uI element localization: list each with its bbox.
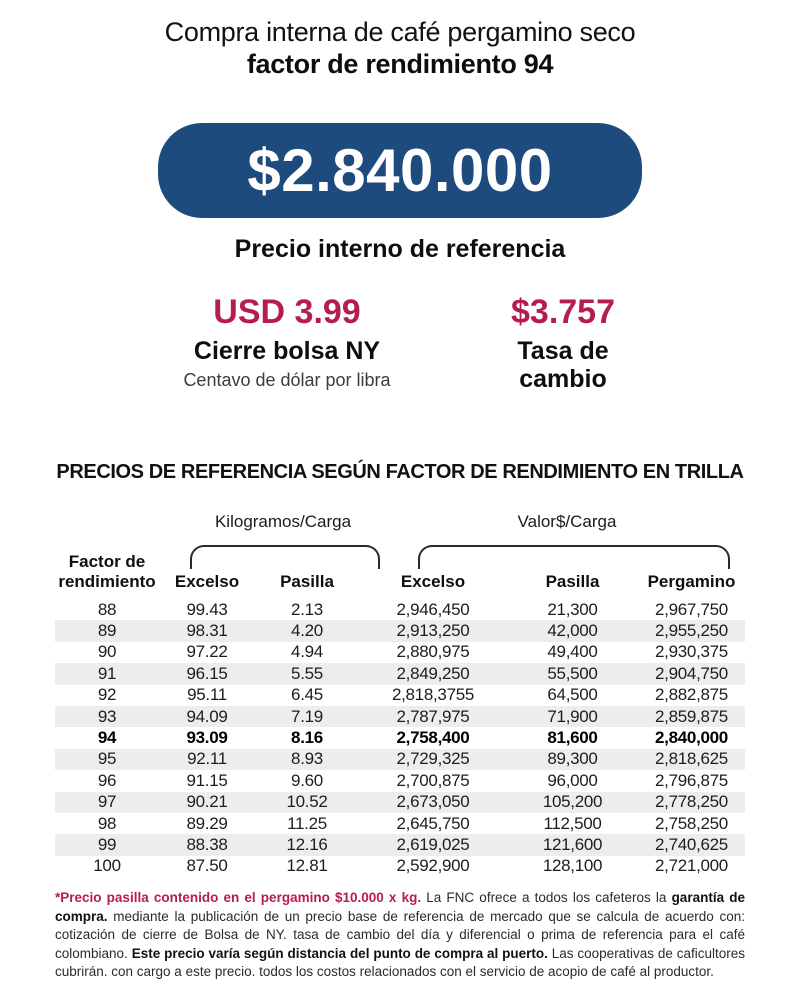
table-cell: 2,967,750 — [655, 599, 728, 619]
table-cell: 2,904,750 — [655, 663, 728, 683]
footnote-segment: *Precio pasilla contenido en el pergamino $10.000 x kg. — [55, 890, 422, 906]
table-cell: 96 — [97, 770, 117, 790]
table-row — [55, 770, 745, 791]
table-cell: 21,300 — [547, 599, 598, 619]
table-row — [55, 599, 745, 620]
table-cell: 92 — [97, 685, 117, 705]
table-cell: 2.13 — [291, 599, 323, 619]
table-cell: 2,729,325 — [396, 749, 470, 769]
table-cell: 2,859,875 — [655, 706, 728, 726]
table-cell: 98 — [97, 813, 117, 833]
table-cell: 89.29 — [186, 813, 228, 833]
table-cell: 89,300 — [547, 749, 598, 769]
table-cell: 99.43 — [186, 599, 228, 619]
table-cell: 95 — [97, 749, 117, 769]
page-title-line1: Compra interna de café pergamino seco — [164, 17, 636, 47]
column-header-pergamino: Pergamino — [647, 572, 736, 591]
table-cell: 2,849,250 — [396, 663, 470, 683]
table-cell: 2,955,250 — [655, 621, 728, 641]
table-cell: 2,796,875 — [655, 770, 728, 790]
table-cell: 128,100 — [542, 856, 603, 876]
table-cell: 96,000 — [547, 770, 598, 790]
table-cell: 93.09 — [186, 728, 228, 748]
table-cell: 11.25 — [287, 813, 327, 833]
table-cell: 2,758,250 — [655, 813, 728, 833]
table-cell: 2,592,900 — [396, 856, 470, 876]
column-header-pasilla-valor: Pasilla — [545, 572, 600, 591]
table-cell: 2,758,400 — [396, 728, 470, 748]
table-cell: 8.93 — [291, 749, 323, 769]
table-cell: 2,818,625 — [655, 749, 728, 769]
table-cell: 88 — [97, 599, 117, 619]
table-row — [55, 813, 745, 834]
table-cell: 2,946,450 — [396, 599, 470, 619]
column-header-excelso-valor: Excelso — [400, 572, 466, 591]
group-header-kilogramos: Kilogramos/Carga — [214, 512, 352, 531]
page-title — [0, 16, 800, 80]
table-cell: 2,673,050 — [396, 792, 470, 812]
table-cell: 2,645,750 — [396, 813, 470, 833]
table-cell: 2,818,3755 — [391, 685, 475, 705]
footnote-segment: La FNC ofrece a todos los cafeteros la — [421, 890, 672, 906]
table-cell: 2,740,625 — [655, 834, 728, 854]
table-cell: 42,000 — [547, 621, 598, 641]
reference-price-pill — [158, 123, 642, 218]
table-cell: 87.50 — [186, 856, 228, 876]
table-cell: 9.60 — [291, 770, 323, 790]
table-row — [55, 792, 745, 813]
table-cell: 2,930,375 — [655, 642, 728, 662]
table-cell: 90 — [97, 642, 117, 662]
column-header-excelso-kg: Excelso — [174, 572, 240, 591]
table-cell: 12.16 — [286, 834, 328, 854]
table-cell: 2,880,975 — [396, 642, 470, 662]
exchange-rate-label-line1: Tasa de — [517, 337, 609, 365]
stat-ny-close — [142, 292, 432, 391]
column-header-row — [55, 552, 745, 592]
footnote-segment: Las cooperativas de caficultores cubrirán. con cargo a este precio. todos los costos relacionados con el servicio de acopio de café al productor. — [55, 945, 746, 980]
price-table-body — [55, 599, 745, 877]
table-cell: 64,500 — [547, 685, 598, 705]
table-cell: 6.45 — [291, 685, 323, 705]
table-cell: 71,900 — [547, 706, 598, 726]
table-cell: 94.09 — [186, 706, 228, 726]
table-cell: 91 — [97, 663, 117, 683]
stats-row — [0, 292, 800, 393]
table-cell: 96.15 — [186, 663, 228, 683]
ny-close-label: Cierre bolsa NY — [193, 337, 381, 365]
table-cell: 2,787,975 — [396, 706, 470, 726]
table-cell: 81,600 — [547, 728, 598, 748]
table-cell: 121,600 — [542, 834, 603, 854]
column-header-factor-line1: Factor de — [68, 552, 146, 571]
table-cell: 98.31 — [186, 621, 228, 641]
table-cell: 92.11 — [187, 749, 227, 769]
table-cell: 89 — [97, 621, 117, 641]
table-row — [55, 706, 745, 727]
table-section-title: PRECIOS DE REFERENCIA SEGÚN FACTOR DE RENDIMIENTO EN TRILLA — [56, 461, 744, 483]
footnote — [55, 889, 745, 982]
ny-close-sublabel: Centavo de dólar por libra — [183, 370, 391, 390]
table-cell: 8.16 — [291, 728, 323, 748]
table-row — [55, 663, 745, 684]
footnote-segment: Este precio varía según distancia del punto de compra al puerto. — [131, 945, 548, 961]
table-cell: 88.38 — [186, 834, 228, 854]
table-header-zone — [55, 512, 745, 592]
table-cell: 97.22 — [186, 642, 228, 662]
stat-exchange-rate — [468, 292, 658, 393]
exchange-rate-label — [468, 337, 658, 393]
table-cell: 4.94 — [291, 642, 323, 662]
table-row — [55, 685, 745, 706]
exchange-rate-label-line2: cambio — [519, 365, 607, 393]
table-cell: 7.19 — [291, 706, 323, 726]
reference-price-amount: $2.840.000 — [247, 137, 553, 204]
table-cell: 5.55 — [291, 663, 323, 683]
table-cell: 112,500 — [543, 813, 602, 833]
table-cell: 2,913,250 — [396, 621, 470, 641]
column-header-factor — [55, 552, 159, 592]
exchange-rate-value: $3.757 — [511, 293, 615, 331]
table-cell: 2,619,025 — [396, 834, 470, 854]
page-title-line2: factor de rendimiento 94 — [246, 49, 554, 79]
price-table — [55, 512, 745, 877]
column-header-factor-line2: rendimiento — [58, 572, 156, 591]
table-cell: 49,400 — [547, 642, 598, 662]
table-row — [55, 620, 745, 641]
table-cell: 100 — [93, 856, 121, 876]
table-cell: 95.11 — [187, 685, 227, 705]
ny-close-value: USD 3.99 — [213, 293, 361, 331]
table-cell: 2,700,875 — [396, 770, 470, 790]
table-cell: 10.52 — [286, 792, 328, 812]
table-row — [55, 749, 745, 770]
table-cell: 94 — [97, 728, 117, 748]
table-row — [55, 642, 745, 663]
table-cell: 2,778,250 — [655, 792, 728, 812]
table-cell: 4.20 — [291, 621, 323, 641]
table-cell: 2,840,000 — [655, 728, 728, 748]
table-cell: 97 — [97, 792, 117, 812]
table-row — [55, 727, 745, 748]
table-cell: 12.81 — [286, 856, 328, 876]
table-cell: 2,882,875 — [655, 685, 728, 705]
group-header-valor: Valor$/Carga — [517, 512, 617, 531]
column-header-pasilla-kg: Pasilla — [280, 572, 334, 591]
footnote-segment: garantía de compra. — [55, 890, 745, 924]
footnote-segment: mediante la publicación de un precio base de referencia de mercado que se calcula de acuerdo con: cotización de cierre de Bolsa de NY. tasa de cambio del día y diferencial o prima de referencia para el café colombiano. — [55, 908, 745, 961]
reference-price-label: Precio interno de referencia — [234, 235, 566, 263]
table-row — [55, 856, 745, 877]
table-cell: 55,500 — [547, 663, 598, 683]
table-cell: 90.21 — [186, 792, 228, 812]
table-cell: 99 — [97, 834, 117, 854]
table-cell: 105,200 — [542, 792, 603, 812]
table-cell: 93 — [97, 706, 117, 726]
table-cell: 91.15 — [186, 770, 228, 790]
table-row — [55, 834, 745, 855]
table-cell: 2,721,000 — [655, 856, 728, 876]
